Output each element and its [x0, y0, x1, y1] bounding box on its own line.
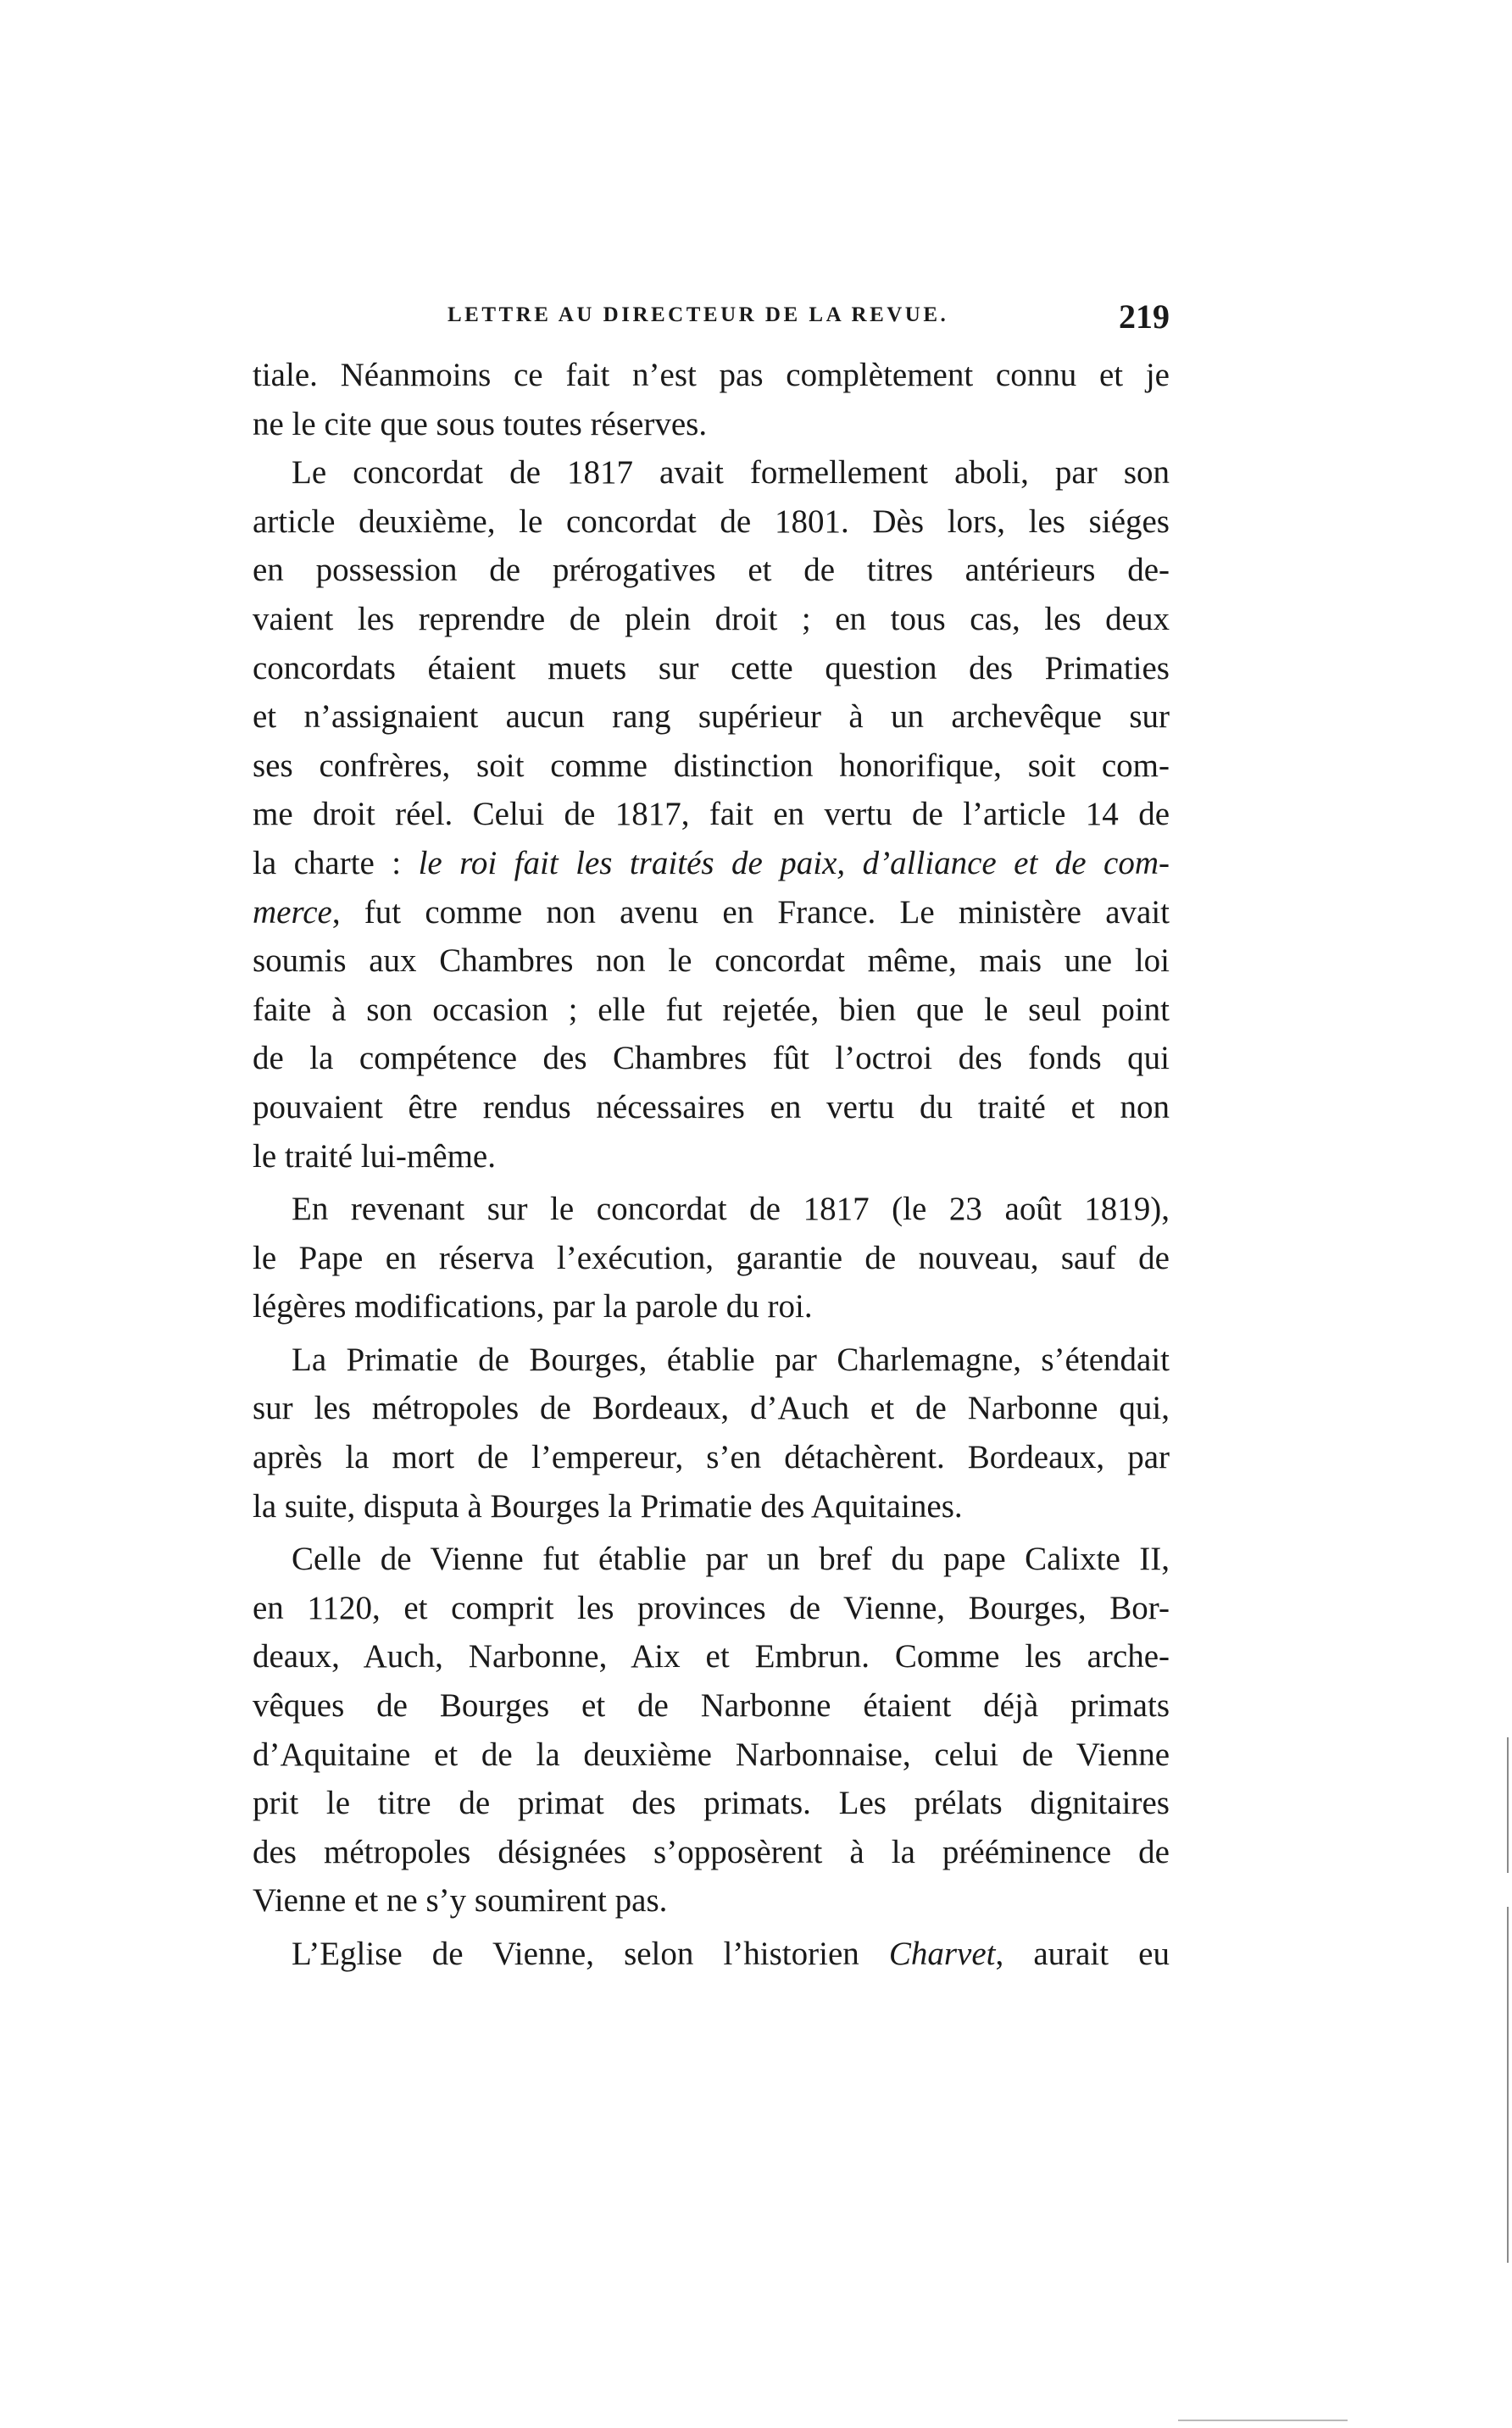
text-line: la suite, disputa à Bourges la Primatie des Aquitaines. [253, 1487, 963, 1525]
scan-edge-line [1507, 1907, 1509, 2263]
text-segment: L’Eglise de Vienne, selon l’historien [292, 1936, 889, 1972]
text-line: après la mort de l’empereur, s’en détachèrent. Bordeaux, par [253, 1439, 1170, 1476]
text-line: ne le cite que sous toutes réserves. [253, 405, 708, 442]
italic-quote: le roi fait les traités de paix, d’alliance et de com- [418, 844, 1170, 881]
scan-edge-line [1507, 1737, 1509, 1873]
text-line [253, 888, 1170, 937]
text-segment: , fut comme non avenu en France. Le ministère avait [331, 893, 1170, 931]
text-line: d’Aquitaine et de la deuxième Narbonnaise, celui de Vienne [253, 1736, 1170, 1773]
text-line: deaux, Auch, Narbonne, Aix et Embrun. Comme les arche- [253, 1638, 1170, 1675]
text-line: vêques de Bourges et de Narbonne étaient déjà primats [253, 1687, 1170, 1725]
text-line: et n’assignaient aucun rang supérieur à un archevêque sur [253, 698, 1170, 736]
text-line: article deuxième, le concordat de 1801. Dès lors, les siéges [253, 503, 1170, 540]
text-line: le traité lui-même. [253, 1137, 496, 1175]
italic-quote: merce [253, 893, 332, 931]
text-line: Le concordat de 1817 avait formellement aboli, par son [292, 454, 1170, 492]
text-line: Vienne et ne s’y soumirent pas. [253, 1882, 668, 1920]
text-line: des métropoles désignées s’opposèrent à la prééminence de [253, 1833, 1170, 1870]
italic-name: Charvet [888, 1936, 996, 1972]
text-segment: la charte : [253, 844, 419, 881]
text-line: prit le titre de primat des primats. Les prélats dignitaires [253, 1785, 1170, 1822]
text-line: soumis aux Chambres non le concordat même, mais une loi [253, 942, 1170, 980]
page-number: 219 [1119, 297, 1170, 336]
text-line: sur les métropoles de Bordeaux, d’Auch et de Narbonne qui, [253, 1390, 1170, 1427]
running-title: LETTRE AU DIRECTEUR DE LA REVUE. [447, 303, 949, 326]
text-line: Celle de Vienne fut établie par un bref du pape Calixte II, [292, 1541, 1170, 1578]
text-line: légères modifications, par la parole du roi. [253, 1288, 813, 1325]
text-line: ses confrères, soit comme distinction honorifique, soit com- [253, 747, 1170, 784]
text-line: en possession de prérogatives et de titres antérieurs de- [253, 552, 1170, 589]
text-line: de la compétence des Chambres fût l’octroi des fonds qui [253, 1040, 1170, 1077]
text-line: vaient les reprendre de plein droit ; en tous cas, les deux [253, 600, 1170, 637]
text-line: En revenant sur le concordat de 1817 (le 23 août 1819), [292, 1191, 1170, 1228]
running-head [253, 297, 1170, 339]
scan-edge-mark [1178, 2420, 1348, 2421]
text-line [253, 839, 1170, 888]
text-line: le Pape en réserva l’exécution, garantie de nouveau, sauf de [253, 1239, 1170, 1276]
text-line: me droit réel. Celui de 1817, fait en vertu de l’article 14 de [253, 796, 1170, 833]
text-line: concordats étaient muets sur cette question des Primaties [253, 649, 1170, 686]
text-line: tiale. Néanmoins ce fait n’est pas complètement connu et je [253, 357, 1170, 393]
text-line: faite à son occasion ; elle fut rejetée, bien que le seul point [253, 991, 1170, 1028]
body-text [253, 351, 1170, 1979]
text-segment: , aurait eu [995, 1936, 1170, 1972]
text-line [253, 1930, 1170, 1979]
text-line: pouvaient être rendus nécessaires en vertu du traité et non [253, 1088, 1170, 1125]
text-line: en 1120, et comprit les provinces de Vienne, Bourges, Bor- [253, 1589, 1170, 1626]
text-line: La Primatie de Bourges, établie par Charlemagne, s’étendait [292, 1341, 1170, 1378]
